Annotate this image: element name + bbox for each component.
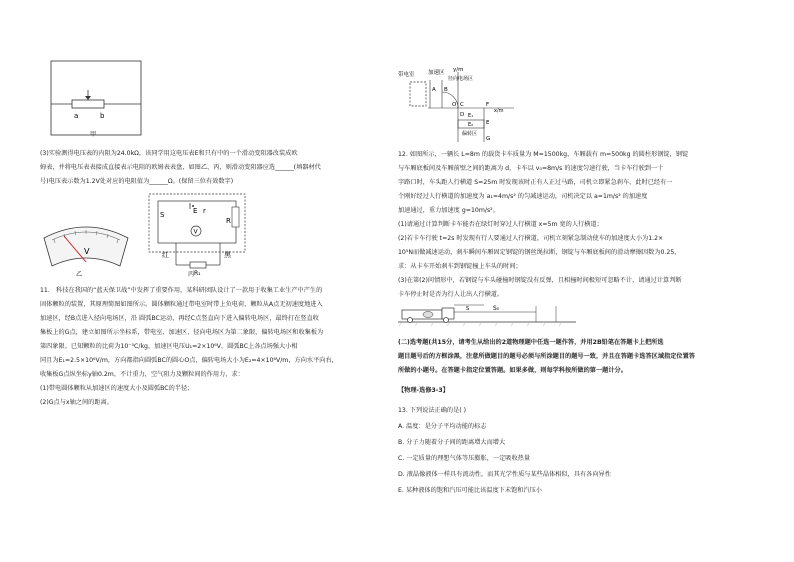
optional-line: 题目题号后的方框涂黑，注意所做题目的题号必须与所涂题目的题号一致，并且在答题卡选答区域指定位置答	[398, 353, 695, 360]
truck-s0-label: S₀	[493, 305, 500, 312]
figure-bing-R-label: R	[226, 217, 231, 225]
q12-line: 求：从卡车开始刹车到钢锭撞上车头的时间；	[398, 263, 522, 270]
q11-line: 第四象限。已知颗粒的比荷为10⁻⁵C/kg，加速区电压U₁=2×10⁶V，圆弧BC上各点场强大小相	[40, 343, 298, 350]
q12-line: 12. 如图所示，一辆长 L=8m 的载货卡车质量为 M=1500kg，车厢载有 m=500kg 的圆柱形钢锭，钢锭	[398, 151, 689, 158]
fig12-g-label: G	[486, 136, 491, 142]
optional-line: 所做的小题号。在答题卡指定位置答题。如果多做，则每学科按所做的第一题计分。	[398, 367, 627, 374]
fig12-accel-zone-label: 加速区	[428, 70, 445, 76]
figure-jia	[50, 60, 145, 138]
figure-bing-e-label: E	[193, 207, 198, 215]
q11-line: 固体颗粒的装置，其原理简图如图所示。圆体颗粒通过带电室时带上负电荷，颗粒从A点无初速度地进入	[40, 301, 323, 308]
figure-bing-s-label: S	[160, 211, 165, 219]
fig12-radial-zone-label: 径向电场区	[448, 76, 474, 82]
truck-s-label: S	[466, 306, 470, 312]
fig12-o-label: O	[452, 102, 457, 108]
figure-12-apparatus	[398, 62, 518, 144]
q11-line: 同且为E₁=2.5×10⁶V/m，方向都指向圆弧BC的圆心O点，偏转电场大小为E₂=4×10⁶V/m，方向水平向右，	[40, 357, 338, 364]
q11-line: (2)G点与x轴之间的距离。	[40, 399, 113, 406]
section-title: 【物理-选修3-3】	[398, 387, 449, 394]
figure-yi-v-label: V	[84, 247, 90, 256]
q13-option: A. 温度：是分子平均动能的标志	[398, 423, 487, 430]
figure-yi-meter	[40, 220, 132, 272]
q12-line: 加速通过，重力加速度 g=10m/s²。	[398, 207, 499, 214]
fig12-d-label: D	[460, 112, 465, 118]
figure-bing-rx-label: R₁	[194, 270, 201, 277]
q3-line-1: (3)实验测得电压表的内阻为24.0kΩ，该同学用这电压表E和只有中的一个滑动变阻器改装成欧	[40, 150, 298, 157]
q12-line: (3)在第(2)问情形中，若钢锭与车头碰撞时钢锭没有反弹，且相撞时间极短可忽略不计，请通过计算判断	[398, 277, 682, 284]
fig12-x-axis-label: x/m	[494, 108, 504, 114]
q3-line-3: 号)电压表示数为1.2V处对应的电阻值为______Ω。(保留三位有效数字)	[40, 178, 234, 185]
q3-line-2: 姆表，并将电压表表接成直接表示电阻的欧姆表表盘，如图乙、丙，则滑动变阻器应选______(填器材代	[40, 164, 321, 171]
q12-line: 与车厢底板间及车厢前壁之间的距离为 d，卡车以 v₀=8m/s 的速度匀速行驶，当卡车行驶到一十	[398, 165, 664, 172]
fig12-deflect-label: 偏转区	[462, 131, 478, 137]
figure-jia-caption: 甲	[90, 131, 97, 138]
figure-bing-r-label: r	[203, 207, 206, 215]
q12-line: (1)请通过计算判断卡车能否在绿灯时穿过人行横道 x=5m 宽的人行横道；	[398, 221, 603, 228]
figure-bing-circuit	[148, 193, 248, 278]
q13-option: B. 分子力随着分子间的距离增大而增大	[398, 439, 506, 446]
figure-bing-caption: 丙	[188, 271, 195, 278]
fig12-e2-label: E₂	[468, 122, 474, 128]
fig12-c-label: C	[460, 102, 464, 108]
fig12-f-label: F	[486, 102, 490, 108]
q12-line: 10⁵N而做减速运动，刹车瞬间车厢固定钢锭的钢丝绳拉断，钢锭与车厢底板间的滑动摩擦因数为0.25，	[398, 249, 681, 256]
optional-line: (二)选考题(共15分，请考生从给出的2道物理题中任选一题作答，并用2B铅笔在答题卡上把所选	[398, 339, 664, 346]
figure-12-truck	[398, 302, 578, 328]
fig12-b-label: B	[444, 87, 448, 93]
q12-line: (2)若卡车行驶 t=2s 时发现有行人要通过人行横道，司机立刻紧急制动使车的加速度大小为1.2×	[398, 235, 664, 242]
figure-yi-caption: 乙	[76, 271, 83, 278]
q11-line: 加速区，经B点进入径向电场区，沿 圆弧BC运动，再经C点竖直向下进入偏转电场区，最终打在竖直收	[40, 315, 319, 322]
q11-line: 集板上的G点，建立如图所示坐标系，带电室、加速区、径向电场区为第二象限，偏转电场区和收集板为	[40, 329, 324, 336]
q11-line: (1)带电圆体颗粒从加速区的速度大小及圆弧BC的半径；	[40, 385, 194, 392]
q13-option: C. 一定质量的理想气体等压膨胀，一定吸收热量	[398, 455, 531, 462]
fig12-a-label: A	[432, 87, 436, 93]
fig12-e-label: E	[486, 120, 490, 126]
q12-line: 卡车停止时是否为行人让出人行横道。	[398, 291, 504, 298]
figure-bing-v-label: V	[193, 228, 198, 236]
figure-jia-a-label: a	[74, 112, 79, 120]
q12-line: 字路口时，车头距人行横道 S=25m 时发现该时正有人正过马路，司机立即紧急刹车，此时已经有一	[398, 179, 673, 186]
fig12-y-axis-label: y/m	[453, 67, 464, 73]
figure-bing-black-label: 黑	[224, 251, 231, 259]
q11-line: 11． 科技在我国的“蓝天保卫战”中发挥了重要作用，某科研团队设计了一款用于收集工业生产中产生的	[40, 287, 323, 294]
q12-line: 个刚好经过人行横道的加速度为 a₁=4m/s² 的匀减速运动，司机决定以 a=1m/s² 的加速度	[398, 193, 648, 200]
q13-option: E. 某种液体的饱和汽压可能比该温度下未饱和汽压小	[398, 487, 542, 494]
fig12-e1-label: E₁	[468, 113, 474, 119]
q13-option: D. 液晶像液体一样具有流动性，而其光学性质与某些晶体相似，具有各向异性	[398, 471, 611, 478]
q11-line: 收集板G点纵坐标y轴0.2m，不计重力，空气阻力及颗粒间的作用力，求：	[40, 371, 244, 378]
q13-stem: 13. 下列说法正确的是( )	[398, 407, 467, 414]
figure-bing-red-label: 红	[162, 251, 169, 259]
fig12-charge-room-label: 带电室	[398, 72, 415, 78]
figure-jia-b-label: b	[100, 112, 105, 120]
